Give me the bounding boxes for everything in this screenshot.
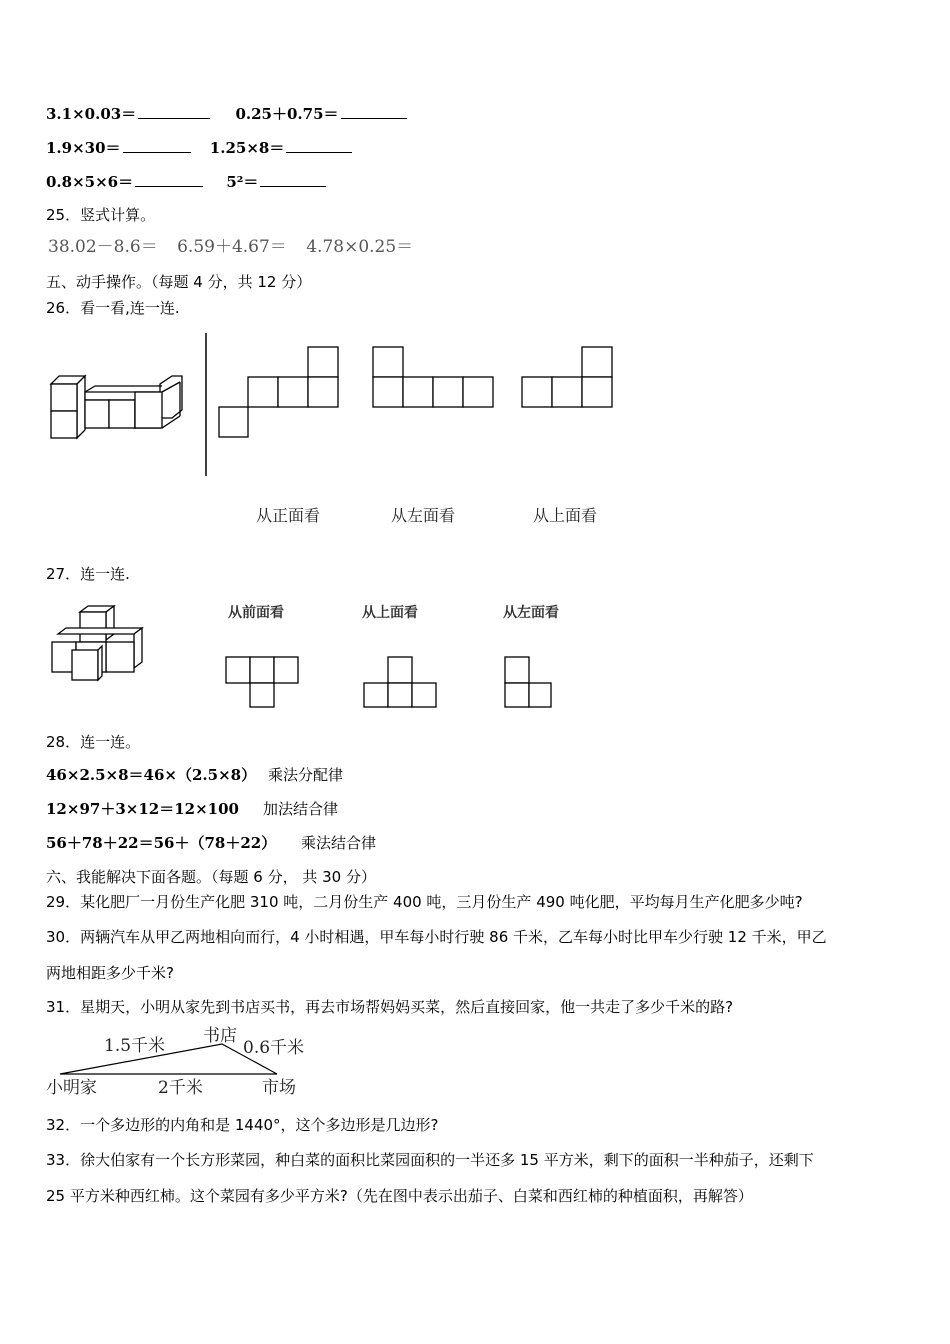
q26-caption-left: 从左面看 — [391, 506, 456, 525]
q26-divider-line — [204, 333, 208, 478]
calc-row-1 — [46, 104, 407, 123]
answer-blank[interactable] — [138, 104, 210, 119]
q27-header-front: 从前面看 — [228, 605, 284, 621]
q31-text: 31．星期天，小明从家先到书店买书，再去市场帮妈妈买菜，然后直接回家，他一共走了多少千米的路? — [46, 998, 734, 1016]
q26-caption-front: 从正面看 — [256, 506, 321, 525]
calc-row-2 — [46, 138, 352, 157]
q26-view-shape-2 — [372, 346, 497, 411]
q27-header-left: 从左面看 — [503, 605, 559, 621]
vertical-calc-expr: 4.78×0.25＝ — [306, 237, 414, 257]
q31-label-home: 小明家 — [46, 1078, 97, 1098]
q25-title: 25．竖式计算。 — [46, 206, 156, 224]
q28-law-1: 乘法分配律 — [268, 766, 344, 784]
answer-blank[interactable] — [123, 138, 191, 153]
q28-title: 28．连一连。 — [46, 733, 141, 751]
q31-label-home-store: 1.5千米 — [104, 1036, 166, 1056]
q28-expr-2: 12×97＋3×12＝12×100 — [46, 800, 239, 818]
q26-view-shape-3 — [521, 346, 616, 411]
q26-cube-figure — [40, 370, 190, 445]
calc-expr: 1.9×30＝ — [46, 139, 121, 157]
answer-blank[interactable] — [341, 104, 407, 119]
q31-label-market: 市场 — [262, 1078, 296, 1098]
q26-view-shape-1 — [218, 346, 343, 441]
q28-law-3: 乘法结合律 — [301, 834, 377, 852]
calc-expr: 0.25＋0.75＝ — [235, 105, 339, 123]
q28-law-2: 加法结合律 — [263, 800, 339, 818]
q25-expressions — [48, 237, 413, 257]
q27-view-shape-left — [503, 655, 558, 710]
q27-view-shape-front — [224, 655, 304, 710]
answer-blank[interactable] — [260, 172, 326, 187]
q33-line-1: 33．徐大伯家有一个长方形菜园，种白菜的面积比菜园面积的一半还多 15 平方米，剩下的面积一半种茄子，还剩下 — [46, 1151, 814, 1169]
q26-title: 26．看一看,连一连. — [46, 299, 180, 317]
section-6-heading: 六、我能解决下面各题。（每题 6 分， 共 30 分） — [46, 868, 376, 886]
q31-label-store-market: 0.6千米 — [243, 1038, 305, 1058]
q26-caption-top: 从上面看 — [533, 506, 598, 525]
calc-expr: 5²＝ — [226, 173, 259, 191]
q33-line-2: 25 平方米种西红柿。这个菜园有多少平方米?（先在图中表示出茄子、白菜和西红柿的种植面积，再解答） — [46, 1187, 753, 1205]
q27-title: 27．连一连. — [46, 565, 130, 583]
q27-cube-figure — [50, 604, 150, 684]
q28-expr-3: 56＋78＋22＝56＋（78＋22） — [46, 834, 277, 852]
q31-label-store: 书店 — [203, 1026, 237, 1046]
q27-header-top: 从上面看 — [362, 605, 418, 621]
q32-text: 32．一个多边形的内角和是 1440°，这个多边形是几边形? — [46, 1116, 439, 1134]
section-5-heading: 五、动手操作。（每题 4 分，共 12 分） — [46, 273, 312, 291]
q30-line-2: 两地相距多少千米? — [46, 964, 174, 982]
q27-view-shape-top — [362, 655, 442, 710]
calc-expr: 1.25×8＝ — [209, 139, 285, 157]
q30-line-1: 30．两辆汽车从甲乙两地相向而行，4 小时相遇，甲车每小时行驶 86 千米，乙车每小时比甲车少行驶 12 千米，甲乙 — [46, 928, 827, 946]
vertical-calc-expr: 6.59＋4.67＝ — [177, 237, 287, 257]
answer-blank[interactable] — [135, 172, 203, 187]
q31-label-home-market: 2千米 — [158, 1078, 203, 1098]
q29-text: 29．某化肥厂一月份生产化肥 310 吨，二月份生产 400 吨，三月份生产 490 吨化肥，平均每月生产化肥多少吨? — [46, 893, 803, 911]
calc-row-3 — [46, 172, 326, 191]
answer-blank[interactable] — [286, 138, 352, 153]
q28-expr-1: 46×2.5×8＝46×（2.5×8） — [46, 766, 257, 784]
vertical-calc-expr: 38.02－8.6＝ — [48, 237, 158, 257]
calc-expr: 3.1×0.03＝ — [46, 105, 137, 123]
calc-expr: 0.8×5×6＝ — [46, 173, 134, 191]
